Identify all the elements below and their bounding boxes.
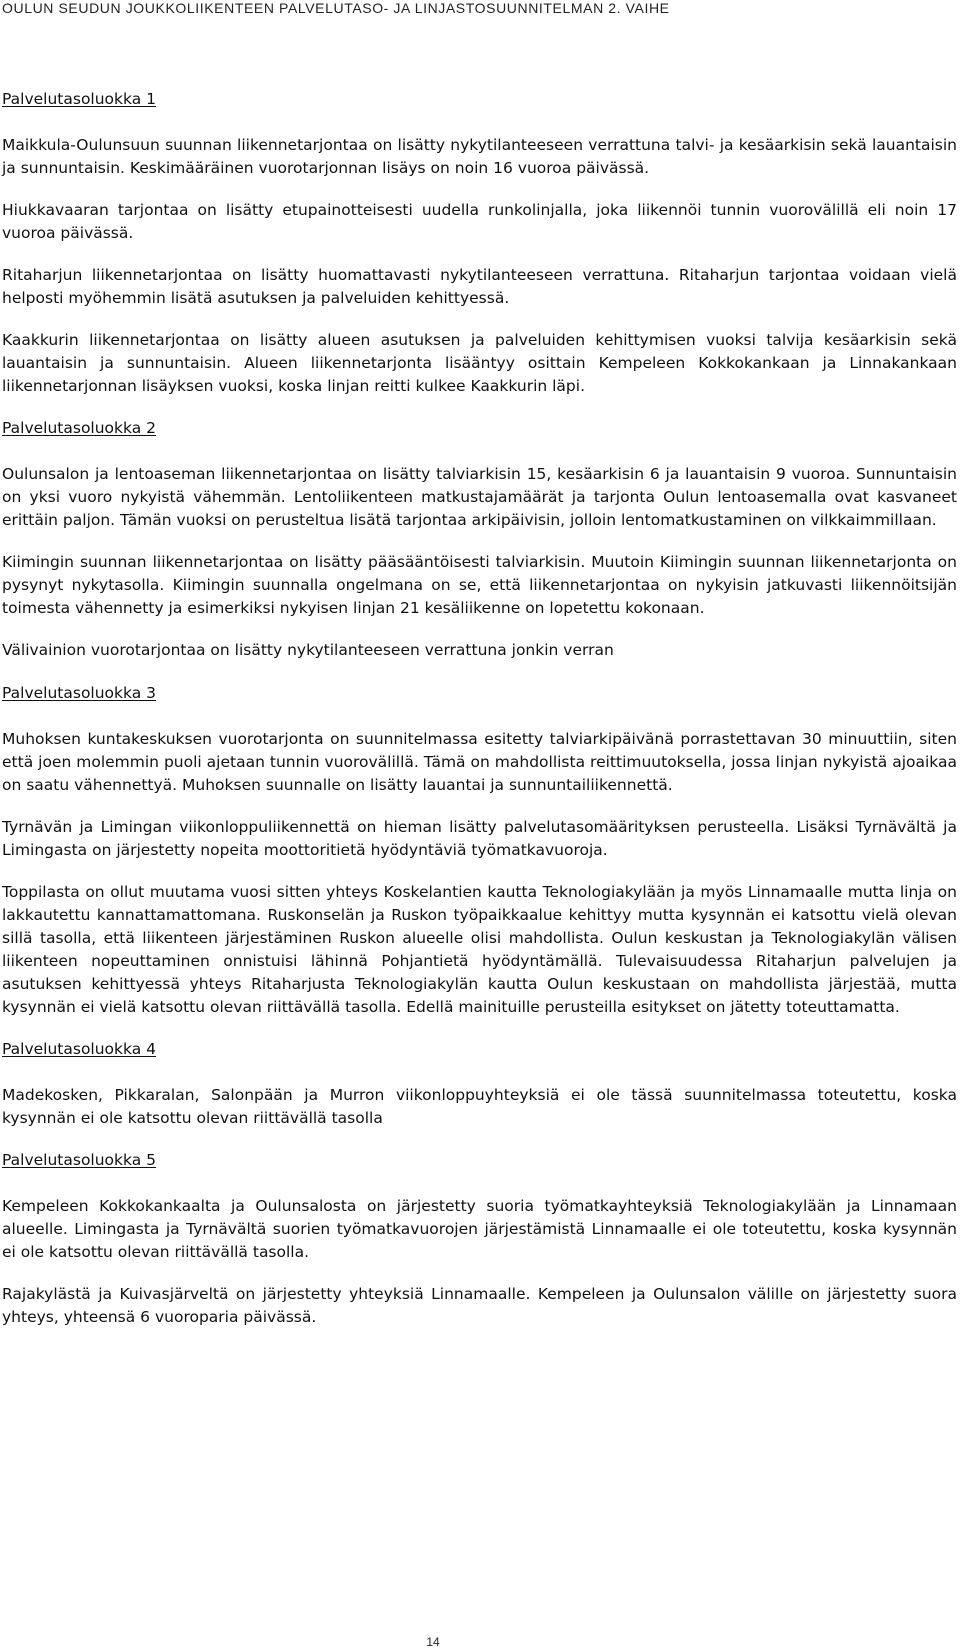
paragraph: Rajakylästä ja Kuivasjärveltä on järjestetty yhteyksiä Linnamaalle. Kempeleen ja Oulunsalon välille on järjestetty suora yhteys, yhteensä 6 vuoroparia päivässä. bbox=[2, 1285, 957, 1326]
paragraph: Hiukkavaaran tarjontaa on lisätty etupainotteisesti uudella runkolinjalla, joka liikennöi tunnin vuorovälillä eli noin 17 vuoroa päivässä. bbox=[2, 201, 957, 242]
section-heading-1: Palvelutasoluokka 1 bbox=[2, 90, 157, 108]
running-header: OULUN SEUDUN JOUKKOLIIKENTEEN PALVELUTASO- JA LINJASTOSUUNNITELMAN 2. VAIHE bbox=[2, 0, 670, 16]
section-heading-4: Palvelutasoluokka 4 bbox=[2, 1040, 157, 1058]
section-heading-5: Palvelutasoluokka 5 bbox=[2, 1151, 157, 1169]
paragraph: Kaakkurin liikennetarjontaa on lisätty alueen asutuksen ja palveluiden kehittymisen vuoksi talvija kesäarkisin sekä lauantaisin ja sunnuntaisin. Alueen liikennetarjonta lisääntyy osittain Kempeleen Kokkokankaan ja Linnakankaan liikennetarjonnan lisäyksen vuoksi, koska linjan reitti kulkee Kaakkurin läpi. bbox=[2, 331, 957, 395]
paragraph: Madekosken, Pikkaralan, Salonpään ja Murron viikonloppuyhteyksiä ei ole tässä suunnitelmassa toteutettu, koska kysynnän ei ole katsottu olevan riittävällä tasolla bbox=[2, 1086, 957, 1127]
paragraph: Kempeleen Kokkokankaalta ja Oulunsalosta on järjestetty suoria työmatkayhteyksiä Teknologiakylään ja Linnamaan alueelle. Limingasta ja Tyrnävältä suorien työmatkavuorojen järjestämistä Linnamaalle ei ole toteutettu, koska kysynnän ei ole katsottu olevan riittävällä tasolla. bbox=[2, 1197, 957, 1261]
section-heading-3: Palvelutasoluokka 3 bbox=[2, 684, 157, 702]
paragraph: Ritaharjun liikennetarjontaa on lisätty huomattavasti nykytilanteeseen verrattuna. Ritaharjun tarjontaa voidaan vielä helposti myöhemmin lisätä asutuksen ja palveluiden kehittyessä. bbox=[2, 266, 957, 307]
document-body bbox=[2, 88, 957, 1329]
paragraph: Toppilasta on ollut muutama vuosi sitten yhteys Koskelantien kautta Teknologiakylään ja myös Linnamaalle mutta linja on lakkautettu kannattamattomana. Ruskonselän ja Ruskon työpaikkaalue kehittyy mutta kysynnän ei katsottu vielä olevan sillä tasolla, että liikenteen järjestäminen Ruskon alueelle olisi mahdollista. Oulun keskustan ja Teknologiakylän välisen liikenteen nopeuttaminen onnistuisi lähinnä Pohjantietä hyödyntämällä. Tulevaisuudessa Ritaharjun palvelujen ja asutuksen kehittyessä yhteys Ritaharjusta Teknologiakylän kautta Oulun keskustaan on mahdollista järjestää, mutta kysynnän ei vielä katsottu olevan riittävällä tasolla. Edellä mainituille perusteilla esitykset on jätetty toteuttamatta. bbox=[2, 883, 957, 1016]
paragraph: Välivainion vuorotarjontaa on lisätty nykytilanteeseen verrattuna jonkin verran bbox=[2, 641, 614, 659]
page-number: 14 bbox=[426, 1635, 440, 1649]
paragraph: Maikkula-Oulunsuun suunnan liikennetarjontaa on lisätty nykytilanteeseen verrattuna talvi- ja kesäarkisin sekä lauantaisin ja sunnuntaisin. Keskimääräinen vuorotarjonnan lisäys on noin 16 vuoroa päivässä. bbox=[2, 136, 957, 177]
paragraph: Tyrnävän ja Limingan viikonloppuliikennettä on hieman lisätty palvelutasomäärityksen perusteella. Lisäksi Tyrnävältä ja Limingasta on järjestetty nopeita moottoritietä hyödyntäviä työmatkavuoroja. bbox=[2, 818, 957, 859]
section-heading-2: Palvelutasoluokka 2 bbox=[2, 419, 157, 437]
paragraph: Muhoksen kuntakeskuksen vuorotarjonta on suunnitelmassa esitetty talviarkipäivänä porrastettavan 30 minuuttiin, siten että joen molemmin puoli ajetaan tunnin vuorovälillä. Tämä on mahdollista reittimuutoksella, jossa linjan nykyistä ajoaikaa on saatu vähennettyä. Muhoksen suunnalle on lisätty lauantai ja sunnuntailiikennettä. bbox=[2, 730, 957, 794]
paragraph: Kiimingin suunnan liikennetarjontaa on lisätty pääsääntöisesti talviarkisin. Muutoin Kiimingin suunnan liikennetarjonta on pysynyt nykytasolla. Kiimingin suunnalla ongelmana on se, että liikennetarjontaa on nykyisin jatkuvasti liikennöitsijän toimesta vähennetty ja esimerkiksi nykyisen linjan 21 kesäliikenne on lopetettu kokonaan. bbox=[2, 553, 957, 617]
paragraph: Oulunsalon ja lentoaseman liikennetarjontaa on lisätty talviarkisin 15, kesäarkisin 6 ja lauantaisin 9 vuoroa. Sunnuntaisin on yksi vuoro nykyistä vähemmän. Lentoliikenteen matkustajamäärät ja tarjonta Oulun lentoasemalla ovat kasvaneet erittäin paljon. Tämän vuoksi on perusteltua lisätä tarjontaa arkipäivisin, jolloin lentomatkustaminen on vilkkaimmillaan. bbox=[2, 465, 957, 529]
